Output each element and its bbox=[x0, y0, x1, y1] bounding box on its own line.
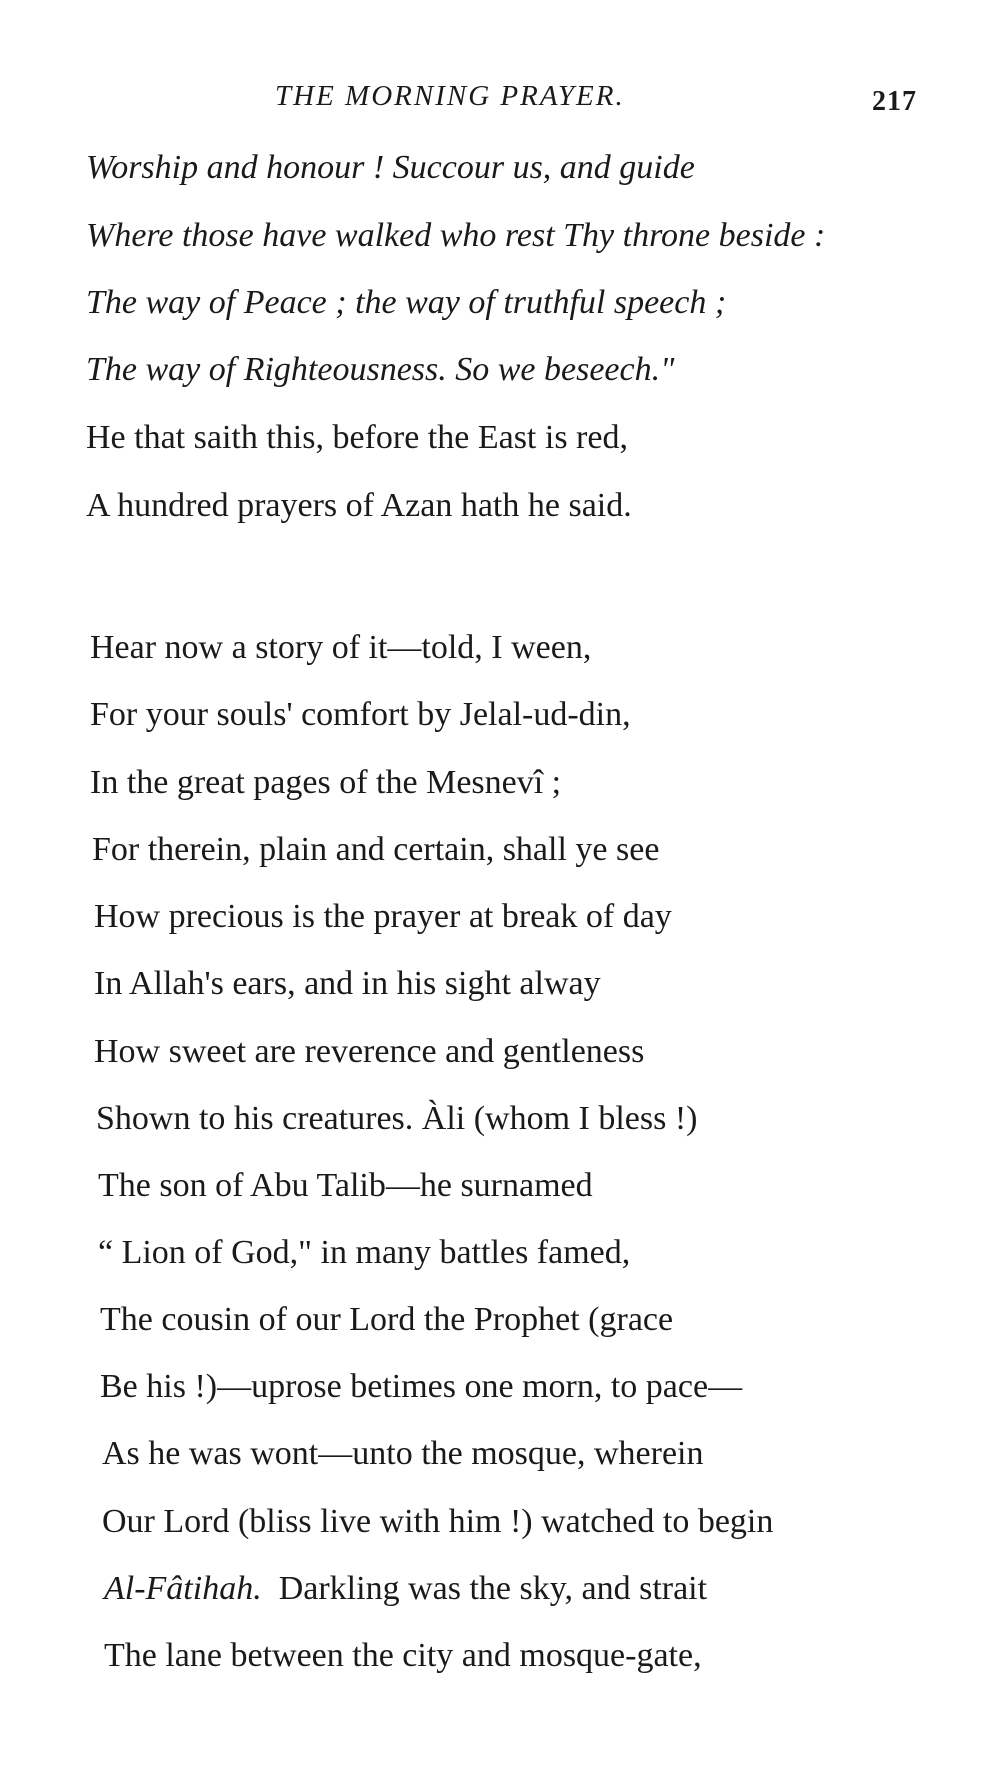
verse-line: Our Lord (bliss live with him !) watched to begin bbox=[102, 1503, 774, 1540]
verse-line: A hundred prayers of Azan hath he said. bbox=[86, 487, 632, 524]
verse-line: He that saith this, before the East is red, bbox=[86, 419, 628, 456]
verse-line: The way of Righteousness. So we beseech." bbox=[86, 351, 675, 388]
verse-line: Where those have walked who rest Thy throne beside : bbox=[86, 217, 826, 254]
verse-line bbox=[104, 1569, 707, 1609]
running-header bbox=[0, 80, 1000, 120]
verse-line: Worship and honour ! Succour us, and guide bbox=[86, 149, 695, 186]
verse-line-rest: Darkling was the sky, and strait bbox=[278, 1570, 708, 1607]
verse-line: For therein, plain and certain, shall ye see bbox=[92, 831, 660, 868]
verse-line: For your souls' comfort by Jelal-ud-din, bbox=[90, 696, 631, 733]
verse-line: “ Lion of God," in many battles famed, bbox=[98, 1234, 631, 1271]
verse-line: Hear now a story of it—told, I ween, bbox=[90, 629, 592, 666]
verse-line: How sweet are reverence and gentleness bbox=[94, 1033, 645, 1070]
verse-line: The son of Abu Talib—he surnamed bbox=[98, 1167, 593, 1204]
surah-name: Al-Fâtihah. bbox=[104, 1570, 262, 1607]
verse-line: How precious is the prayer at break of day bbox=[94, 898, 672, 935]
verse-line: In the great pages of the Mesnevî ; bbox=[90, 764, 562, 801]
verse-line: In Allah's ears, and in his sight alway bbox=[94, 965, 601, 1002]
verse-line: Shown to his creatures. Àli (whom I bless !) bbox=[96, 1100, 698, 1137]
verse-line: The cousin of our Lord the Prophet (grace bbox=[100, 1301, 674, 1338]
verse-line: The way of Peace ; the way of truthful speech ; bbox=[86, 284, 727, 321]
verse-line: Be his !)—uprose betimes one morn, to pace— bbox=[100, 1368, 743, 1405]
verse-line: The lane between the city and mosque-gate, bbox=[104, 1637, 702, 1674]
page-number: 217 bbox=[872, 86, 917, 117]
running-title: THE MORNING PRAYER. bbox=[275, 80, 625, 112]
verse-line: As he was wont—unto the mosque, wherein bbox=[102, 1435, 704, 1472]
